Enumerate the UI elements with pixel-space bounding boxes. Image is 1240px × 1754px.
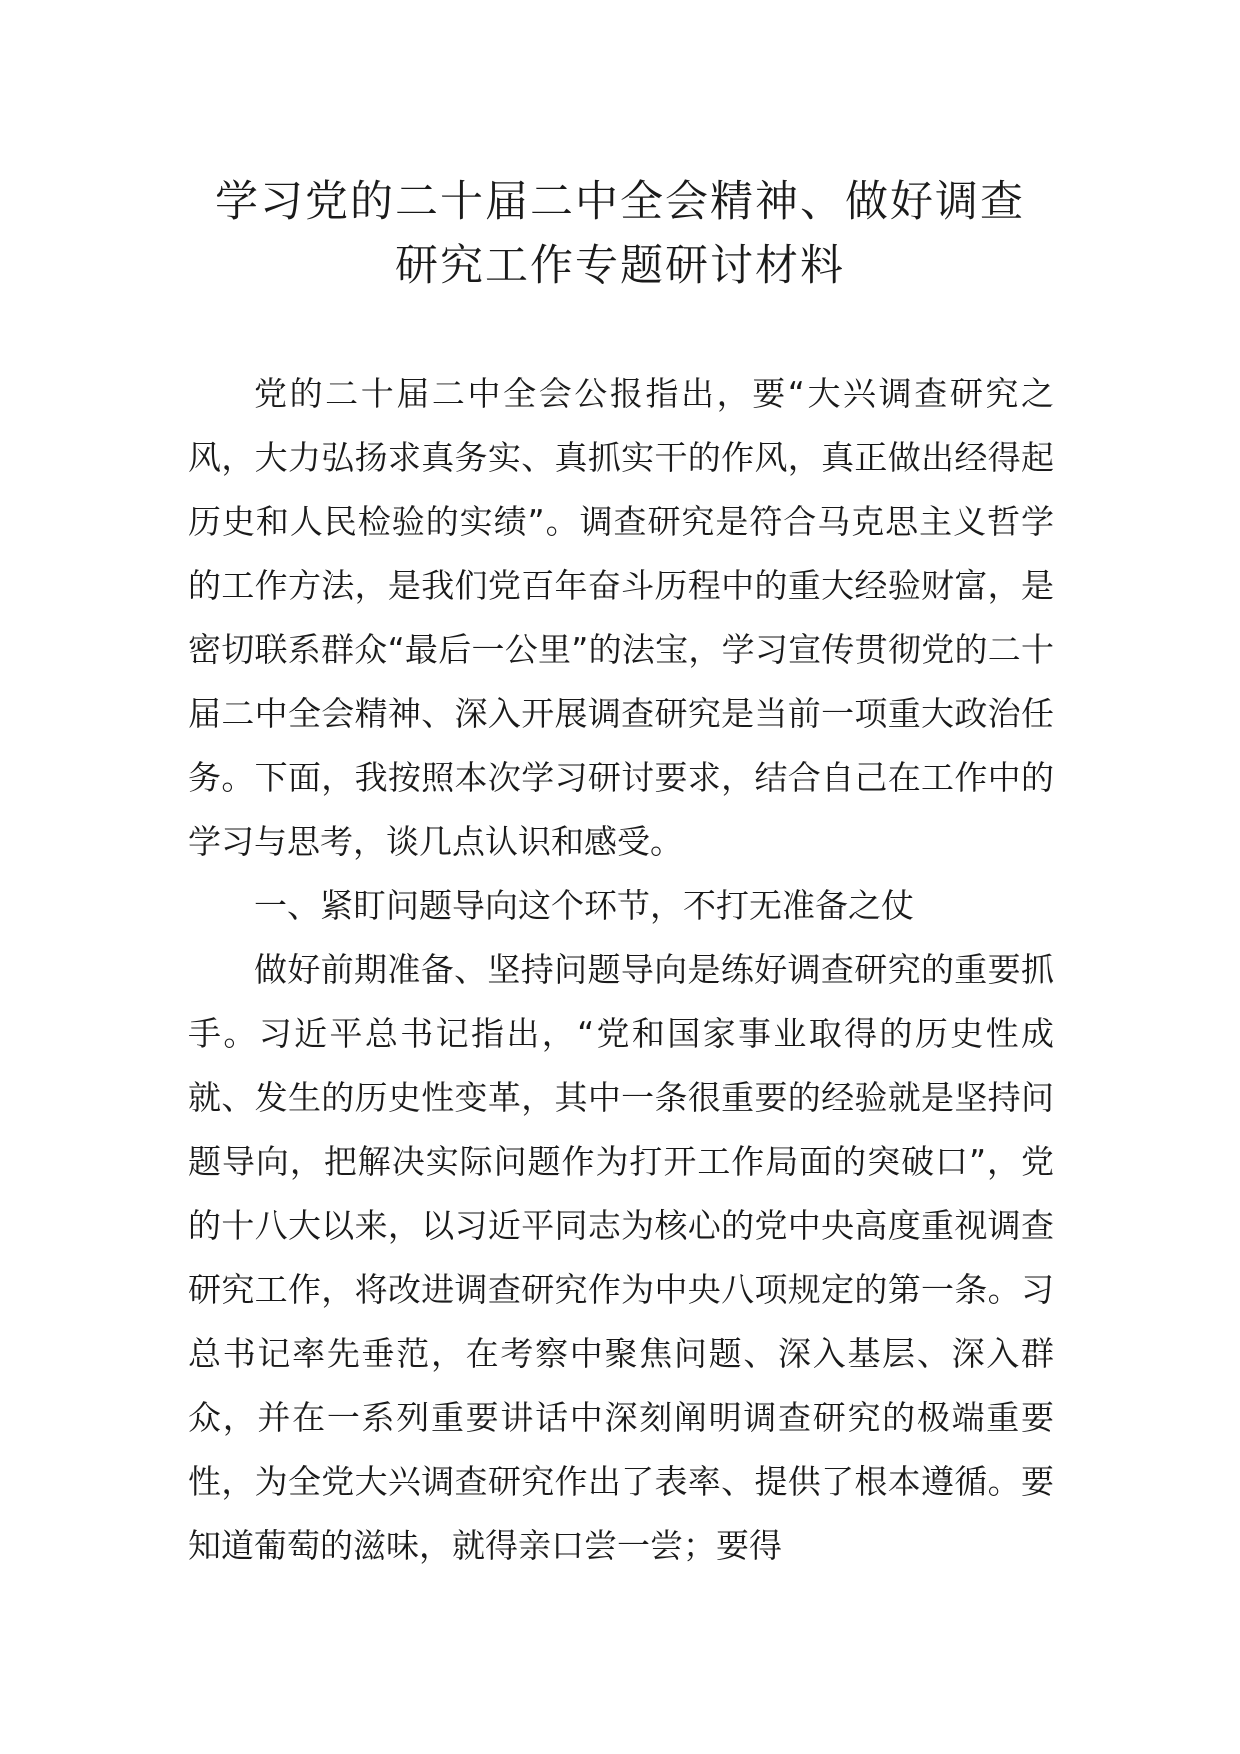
intro-paragraph: 党的二十届二中全会公报指出，要“大兴调查研究之风，大力弘扬求真务实、真抓实干的作风，真正做出经得起历史和人民检验的实绩”。调查研究是符合马克思主义哲学的工作方法，是我们党百年奋斗历程中的重大经验财富，是密切联系群众“最后一公里”的法宝，学习宣传贯彻党的二十届二中全会精神、深入开展调查研究是当前一项重大政治任务。下面，我按照本次学习研讨要求，结合自己在工作中的学习与思考，谈几点认识和感受。 bbox=[188, 374, 1054, 861]
document-body bbox=[188, 362, 1054, 1578]
title-line-1: 学习党的二十届二中全会精神、做好调查 bbox=[215, 177, 1025, 227]
section-heading-1: 一、紧盯问题导向这个环节，不打无准备之仗 bbox=[254, 886, 914, 925]
section-1-paragraph: 做好前期准备、坚持问题导向是练好调查研究的重要抓手。习近平总书记指出，“党和国家事业取得的历史性成就、发生的历史性变革，其中一条很重要的经验就是坚持问题导向，把解决实际问题作为打开工作局面的突破口”，党的十八大以来，以习近平同志为核心的党中央高度重视调查研究工作，将改进调查研究作为中央八项规定的第一条。习总书记率先垂范，在考察中聚焦问题、深入基层、深入群众，并在一系列重要讲话中深刻阐明调查研究的极端重要性，为全党大兴调查研究作出了表率、提供了根本遵循。要知道葡萄的滋味，就得亲口尝一尝；要得 bbox=[188, 950, 1054, 1565]
title-line-2: 研究工作专题研讨材料 bbox=[395, 241, 845, 291]
document-title bbox=[150, 170, 1090, 298]
